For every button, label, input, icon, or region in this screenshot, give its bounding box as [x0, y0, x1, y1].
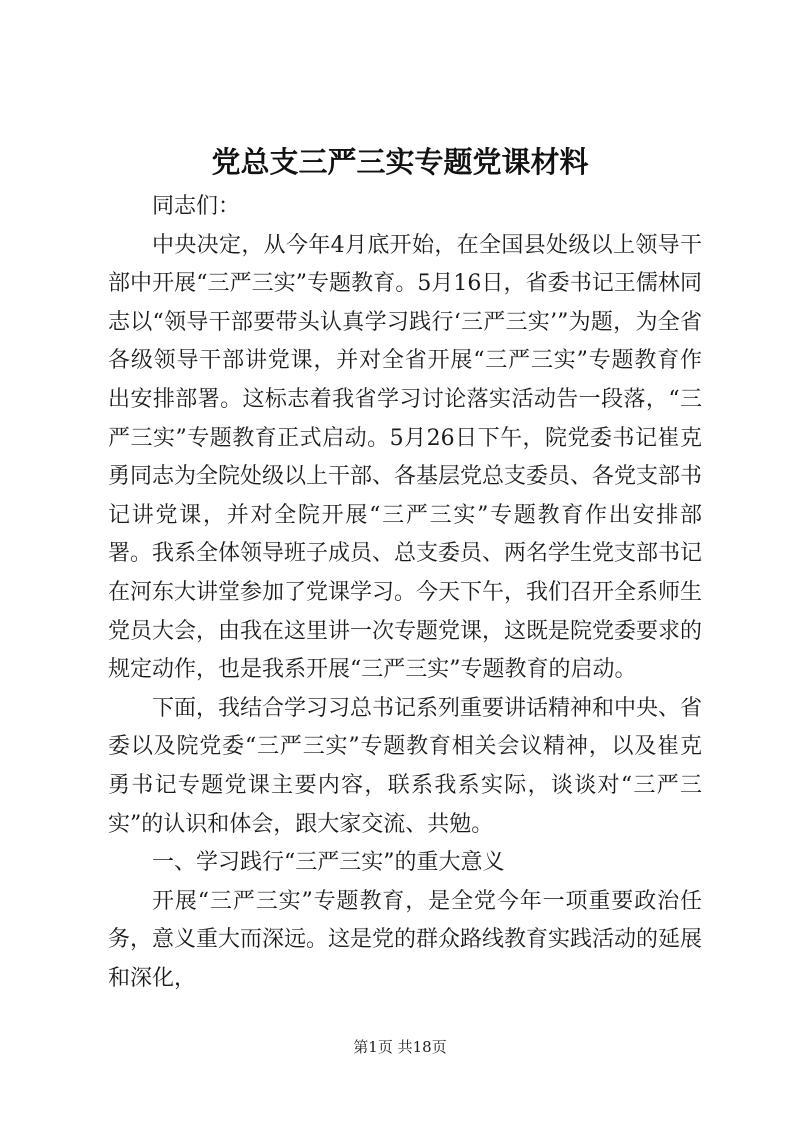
paragraph-1: 中央决定，从今年4月底开始，在全国县处级以上领导干部中开展“三严三实”专题教育。5月16日，省委书记王儒林同志以“领导干部要带头认真学习践行‘三严三实’”为题，为全省各级领导干部讲党课，并对全省开展“三严三实”专题教育作出安排部署。这标志着我省学习讨论落实活动告一段落，“三严三实”专题教育正式启动。5月26日下午，院党委书记崔克勇同志为全院处级以上干部、各基层党总支委员、各党支部书记讲党课，并对全院开展“三严三实”专题教育作出安排部署。我系全体领导班子成员、总支委员、两名学生党支部书记在河东大讲堂参加了党课学习。今天下午，我们召开全系师生党员大会，由我在这里讲一次专题党课，这既是院党委要求的规定动作，也是我系开展“三严三实”专题教育的启动。 — [108, 232, 703, 683]
salutation: 同志们： — [152, 194, 241, 219]
paragraph-2: 下面，我结合学习习总书记系列重要讲话精神和中央、省委以及院党委“三严三实”专题教育相关会议精神，以及崔克勇书记专题党课主要内容，联系我系实际，谈谈对“三严三实”的认识和体会，跟大家交流、共勉。 — [108, 695, 703, 837]
document-title: 党总支三严三实专题党课材料 — [211, 145, 589, 179]
section-heading: 一、学习践行“三严三实”的重大意义 — [152, 850, 505, 876]
page-footer: 第1页 共18页 — [353, 1038, 447, 1056]
paragraph-3: 开展“三严三实”专题教育，是全党今年一项重要政治任务，意义重大而深远。这是党的群众路线教育实践活动的延展和深化， — [108, 888, 703, 991]
document-body — [108, 188, 702, 998]
